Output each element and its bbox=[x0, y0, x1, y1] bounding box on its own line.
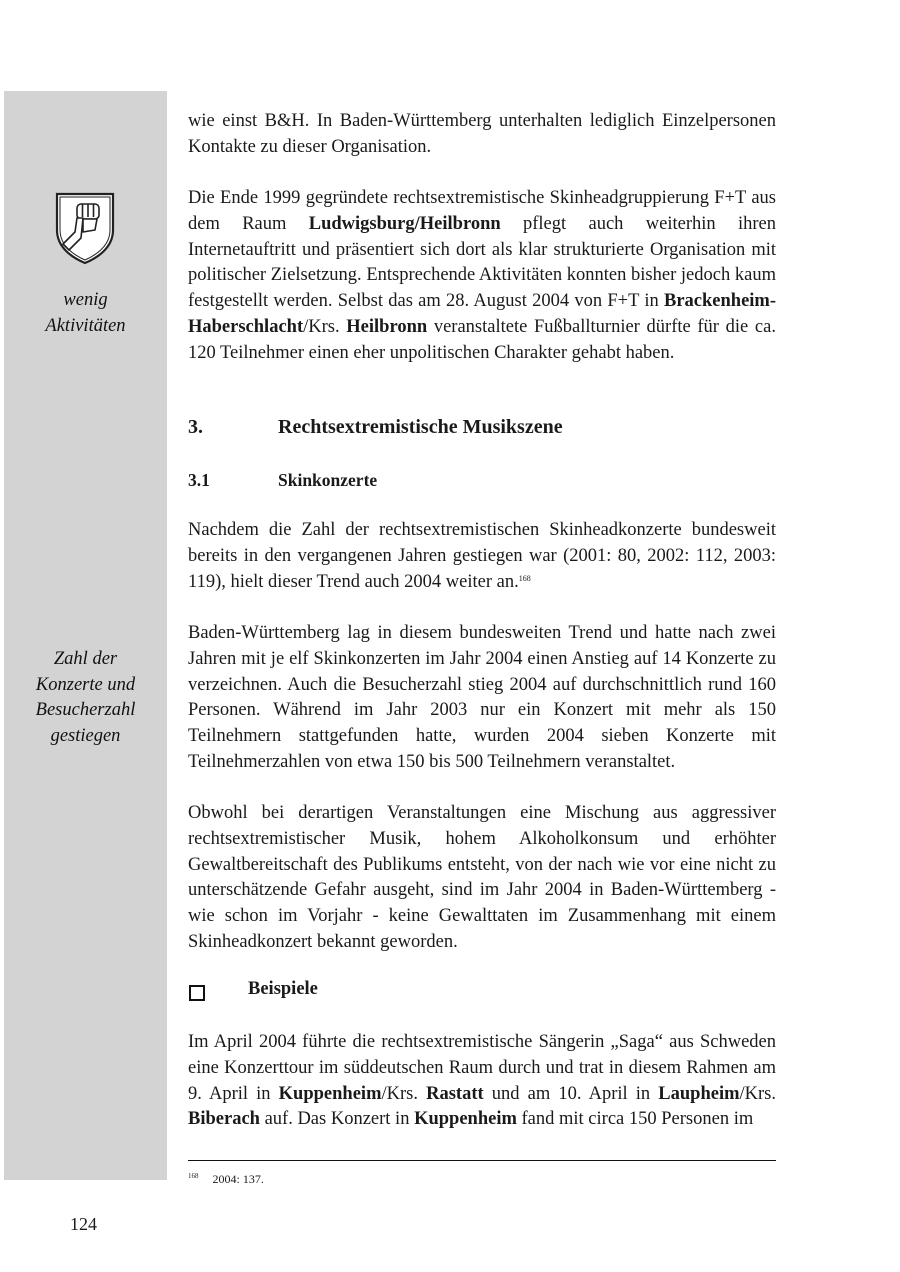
text-run: /Krs. bbox=[739, 1083, 776, 1104]
page-number: 124 bbox=[70, 1214, 97, 1234]
margin-note-line: gestiegen bbox=[50, 725, 121, 746]
place-name: Rastatt bbox=[426, 1083, 484, 1104]
subsection-title: Skinkonzerte bbox=[278, 470, 378, 490]
place-name: Kuppenheim bbox=[414, 1109, 517, 1130]
section-heading bbox=[188, 416, 563, 439]
paragraph-violence bbox=[188, 801, 776, 956]
text-run: Die Ende 1999 gegründete rechtsextremistische Skinheadgruppierung F+T aus dem Raum bbox=[188, 188, 776, 234]
footnote bbox=[188, 1168, 264, 1187]
footnote-mark: 168 bbox=[188, 1172, 199, 1180]
paragraph-text: Obwohl bei derartigen Veranstaltungen eine Mischung aus aggressiver rechtsextremistischer Musik, hohem Alkoholkonsum und erhöhter Gewaltbereitschaft des Publikums entsteht, von der nach wie vor eine nicht zu unterschätzende Gefahr ausgeht, sind im Jahr 2004 in Baden-Württemberg - wie schon im Vorjahr - keine Gewalttaten im Zusammenhang mit einem Skinheadkonzert bekannt geworden. bbox=[188, 803, 776, 952]
margin-note-line: Konzerte und bbox=[35, 674, 136, 695]
footnote-divider bbox=[188, 1160, 776, 1161]
text-run: und am 10. April in bbox=[483, 1083, 659, 1104]
text-run: fand mit circa 150 Personen im bbox=[516, 1109, 754, 1130]
paragraph-example-saga bbox=[188, 1030, 776, 1133]
place-name: Ludwigsburg/Heilbronn bbox=[308, 213, 501, 234]
text-run: pflegt auch weiterhin ihren Internetauftritt und präsentiert sich dort als klar strukturierte Organisation mit politischer Zielsetzung. Entsprechende Aktivitäten konnten bisher jedoch kaum festgestellt werden. Selbst das am 28. August 2004 von F+T in bbox=[188, 213, 776, 312]
margin-note-line: Besucherzahl bbox=[35, 700, 136, 720]
text-run: /Krs. bbox=[381, 1083, 427, 1104]
paragraph-national-trend bbox=[188, 518, 776, 595]
margin-note-line: Aktivitäten bbox=[45, 315, 126, 336]
checkbox-square-icon bbox=[189, 985, 205, 1001]
margin-note-line: Zahl der bbox=[53, 649, 118, 669]
paragraph-bw-trend bbox=[188, 621, 776, 776]
paragraph-text: wie einst B&H. In Baden-Württemberg unterhalten lediglich Einzelpersonen Kontakte zu dieser Organisation. bbox=[188, 111, 776, 157]
text-run: Nachdem die Zahl der rechtsextremistischen Skinheadkonzerte bundesweit bereits in den vergangenen Jahren gestiegen war (2001: 80, 2002: 112, 2003: 119), hielt dieser Trend auch 2004 weiter an. bbox=[188, 520, 776, 592]
subsection-number: 3.1 bbox=[188, 470, 210, 490]
paragraph-ft-group bbox=[188, 186, 776, 367]
footnote-text: 2004: 137. bbox=[212, 1172, 264, 1186]
place-name: Biberach bbox=[188, 1109, 260, 1130]
paragraph-text bbox=[188, 1030, 776, 1133]
text-run: /Krs. bbox=[303, 316, 347, 337]
paragraph-intro bbox=[188, 109, 776, 161]
section-number: 3. bbox=[188, 416, 203, 438]
paragraph-text: Baden-Württemberg lag in diesem bundesweiten Trend und hatte nach zwei Jahren mit je elf Skinkonzerten im Jahr 2004 einen Anstieg auf 14 Konzerte zu verzeichnen. Auch die Besucherzahl stieg 2004 auf durchschnittlich rund 160 Personen. Während im Jahr 2003 nur ein Konzert mit mehr als 150 Teilnehmern stattgefunden hatte, wurden 2004 sieben Konzerte mit Teilnehmerzahlen von etwa 150 bis 500 Teilnehmern veranstaltet. bbox=[188, 623, 776, 772]
examples-heading: Beispiele bbox=[248, 979, 318, 999]
text-run: Im April 2004 führte die rechtsextremistische Sängerin „Saga“ aus Schweden eine Konzerttour im süddeutschen Raum durch und trat in diesem Rahmen am 9. April in bbox=[188, 1032, 776, 1104]
place-name: Brackenheim-Haberschlacht bbox=[188, 291, 776, 337]
margin-note-line: wenig bbox=[63, 290, 108, 310]
raised-fist-shield-icon bbox=[53, 190, 117, 266]
margin-note-concerts bbox=[4, 647, 167, 749]
footnote-reference[interactable]: 168 bbox=[518, 573, 531, 583]
paragraph-text bbox=[188, 186, 776, 367]
margin-note-activities bbox=[4, 288, 167, 339]
paragraph-text bbox=[188, 518, 776, 595]
place-name: Laupheim bbox=[658, 1083, 740, 1104]
subsection-heading bbox=[188, 470, 377, 491]
text-run: auf. Das Konzert in bbox=[259, 1109, 415, 1130]
place-name: Heilbronn bbox=[346, 316, 428, 337]
place-name: Kuppenheim bbox=[278, 1083, 382, 1104]
text-run: veranstaltete Fußballturnier dürfte für die ca. 120 Teilnehmer einen eher unpolitischen Charakter gehabt haben. bbox=[188, 316, 776, 363]
section-title: Rechtsextremistische Musikszene bbox=[278, 416, 563, 438]
